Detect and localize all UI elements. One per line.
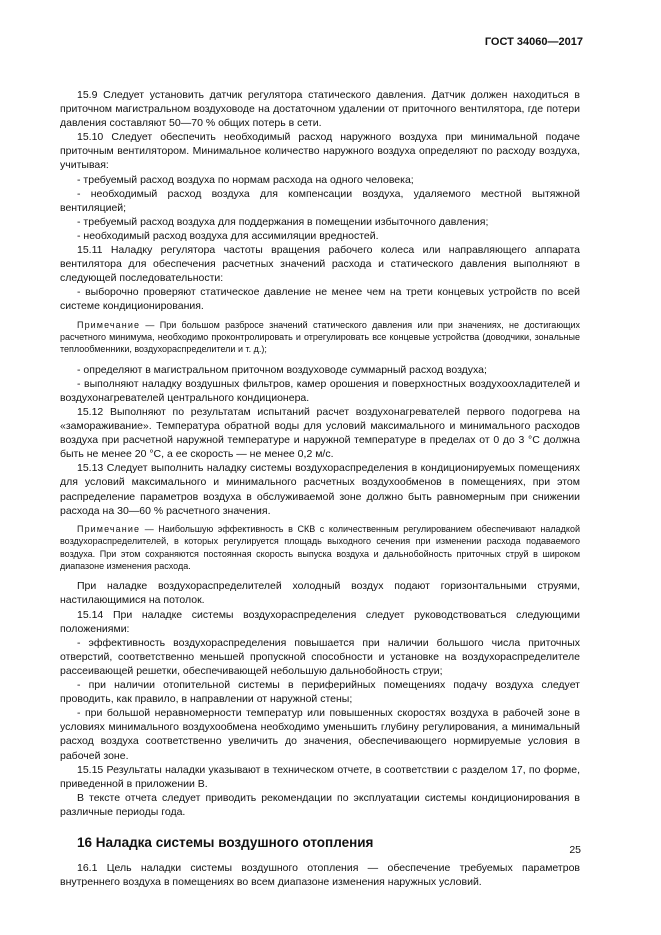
section-heading: 16 Наладка системы воздушного отопления xyxy=(77,834,374,850)
document-code: ГОСТ 34060—2017 xyxy=(484,36,583,48)
paragraph-15-9: 15.9 Следует установить датчик регулятора статического давления. Датчик должен находиться в приточном магистральном воздуховоде на достаточном удалении от приточного вентилятора, где потери давления составляют 50—70 % общих потерь в сети. xyxy=(60,89,580,130)
paragraph-15-11: 15.11 Наладку регулятора частоты вращения рабочего колеса или направляющего аппарата вентилятора для обеспечения расчетных значений расхода и статического давления выполняют в следующей последовательности: xyxy=(60,244,580,285)
paragraph-15-10: 15.10 Следует обеспечить необходимый расход наружного воздуха при минимальной подаче приточным вентилятором. Минимальное количество наружного воздуха определяют по расходу воздуха, учитывая: xyxy=(60,131,580,172)
document-body xyxy=(60,88,580,889)
paragraph: При наладке воздухораспределителей холодный воздух подают горизонтальными струями, настилающимися на потолок. xyxy=(60,580,580,607)
paragraph: В тексте отчета следует приводить рекомендации по эксплуатации системы кондиционирования в различные периоды года. xyxy=(60,791,580,818)
list-item: - при наличии отопительной системы в периферийных помещениях подачу воздуха следует проводить, как правило, в направлении от наружной стены; xyxy=(60,679,580,706)
list-item: - эффективность воздухораспределения повышается при наличии большого числа приточных отверстий, соответственно меньшей пропускной способности и установке на воздухораспределителе рассеивающей решетки, обеспечивающей небольшую дальнобойность струи; xyxy=(60,636,580,677)
paragraph-15-12: 15.12 Выполняют по результатам испытаний расчет воздухонагревателей первого подогрева на «замораживание». Температура обратной воды для условий максимального и минимального расходов воздуха при расчетной наружной температуре и наружной температуре в пределах от 0 до 3 °С должна быть не менее 20 °С, а ее скорость — не менее 0,2 м/с. xyxy=(60,406,580,461)
list-item: - требуемый расход воздуха по нормам расхода на одного человека; xyxy=(77,173,414,186)
note-text: — Наибольшую эффективность в СКВ с количественным регулированием обеспечивают наладкой воздухораспределителей, в которых регулируется площадь выходного сечения при изменении расхода подаваемого воздуха. При этом сохраняются постоянная скорость выпуска воздуха и дальнобойность приточных струй в широком диапазоне изменения расхода. xyxy=(60,523,580,571)
list-item: - выполняют наладку воздушных фильтров, камер орошения и поверхностных воздухоохладителей и воздухонагревателей центрального кондиционера. xyxy=(60,377,580,404)
paragraph-15-15: 15.15 Результаты наладки указывают в техническом отчете, в соответствии с разделом 17, по форме, приведенной в приложении В. xyxy=(60,763,580,790)
list-item: - необходимый расход воздуха для ассимиляции вредностей. xyxy=(77,229,379,242)
note-text: — При большом разбросе значений статического давления или при значениях, не достигающих расчетного минимума, необходимо проконтролировать и отрегулировать все концевые устройства (доводчики, зональные теплообменники, воздухораспределители и т. д.); xyxy=(60,319,580,355)
list-item: - определяют в магистральном приточном воздуховоде суммарный расход воздуха; xyxy=(77,363,487,376)
paragraph-15-14: 15.14 При наладке системы воздухораспределения следует руководствоваться следующими положениями: xyxy=(60,608,580,635)
paragraph-16-1: 16.1 Цель наладки системы воздушного отопления — обеспечение требуемых параметров внутреннего воздуха в помещениях во всем диапазоне изменения наружных условий. xyxy=(60,861,580,889)
paragraph-15-13: 15.13 Следует выполнить наладку системы воздухораспределения в кондиционируемых помещениях для условий максимального и минимального расчетных воздухообменов в помещениях, при этом распределение параметров воздуха в обслуживаемой зоне должно быть равномерным при снижении расхода на 30—60 % расчетного значения. xyxy=(60,462,580,517)
page-number: 25 xyxy=(569,844,581,856)
note-2 xyxy=(60,523,580,573)
note-label: Примечание xyxy=(77,319,141,330)
list-item: - выборочно проверяют статическое давление не менее чем на трети концевых устройств по всей системе кондиционирования. xyxy=(60,286,580,313)
list-item: - требуемый расход воздуха для поддержания в помещении избыточного давления; xyxy=(77,215,489,228)
list-item: - необходимый расход воздуха для компенсации воздуха, удаляемого местной вытяжной вентиляцией; xyxy=(60,187,580,214)
note-1 xyxy=(60,319,580,356)
list-item: - при большой неравномерности температур или повышенных скоростях воздуха в рабочей зоне в условиях минимального воздухообмена необходимо уменьшить глубину регулирования, а минимальный расход воздуха соответственно увеличить до значения, обеспечивающего нормируемые условия в рабочей зоне. xyxy=(60,707,580,762)
note-label: Примечание xyxy=(77,523,141,534)
